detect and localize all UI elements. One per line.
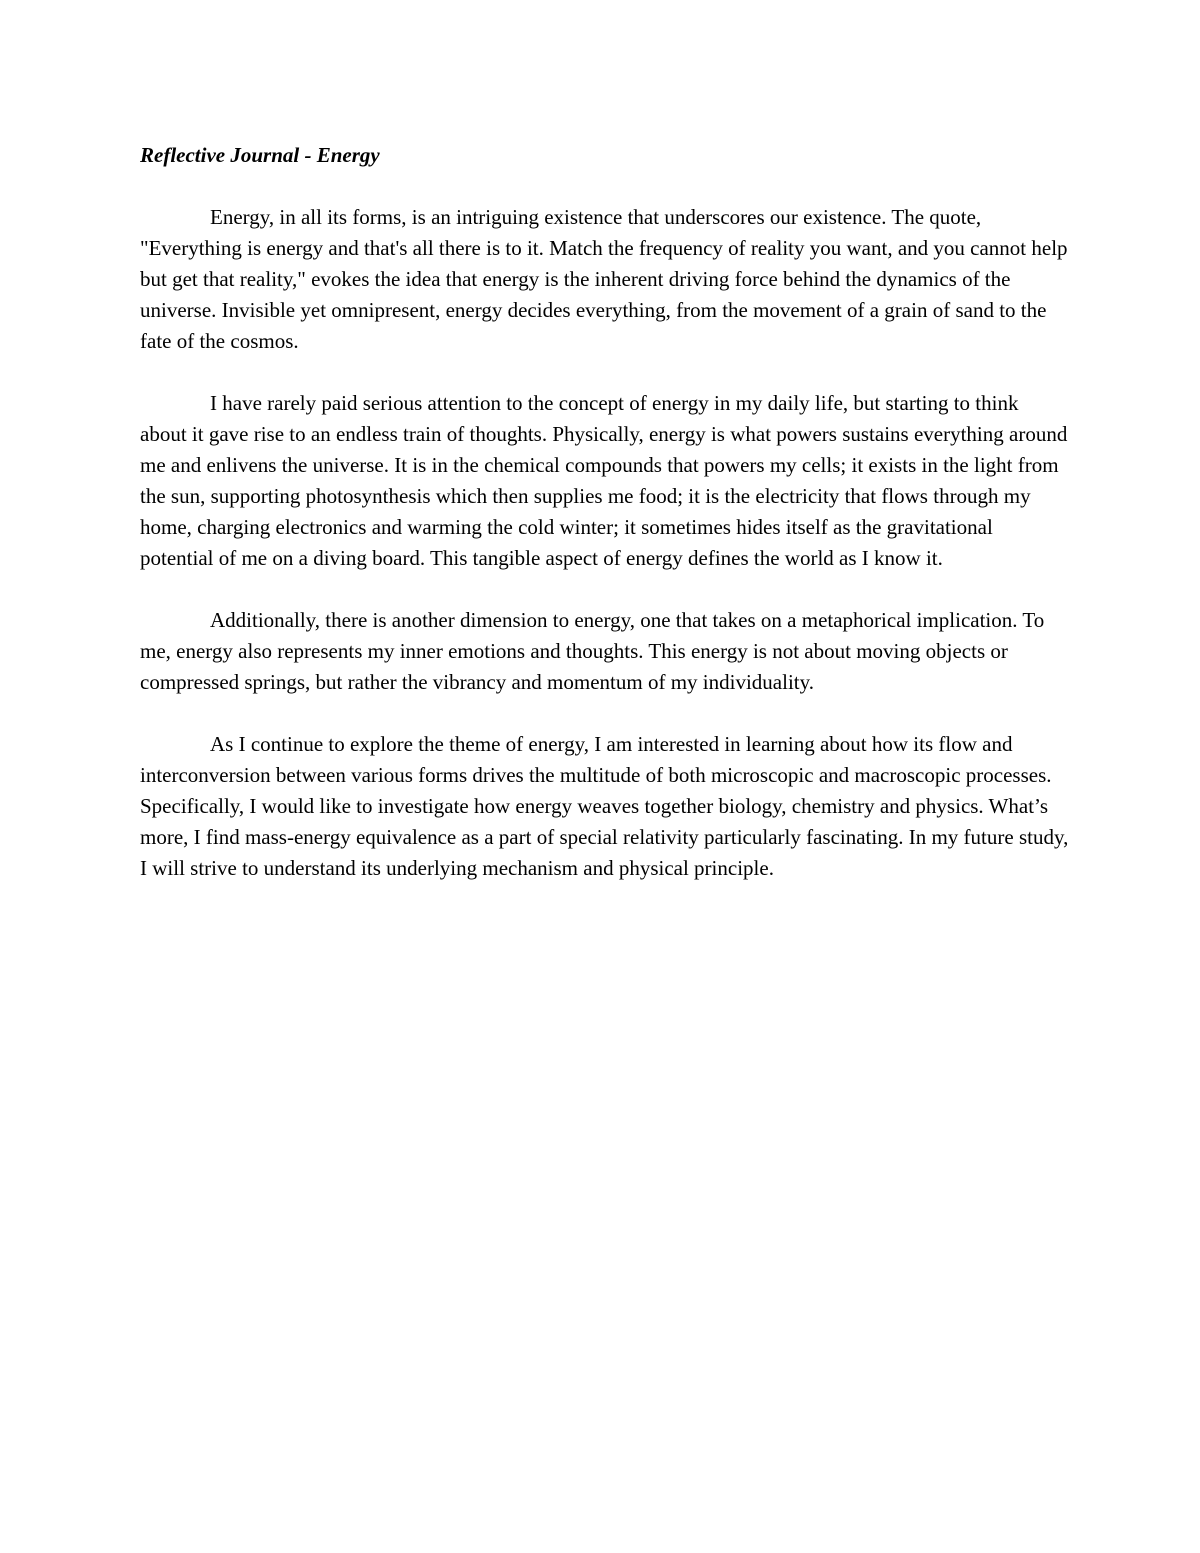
document-title: Reflective Journal - Energy xyxy=(140,143,380,167)
paragraph-3: Additionally, there is another dimension to energy, one that takes on a metaphorical implication. To me, energy also represents my inner emotions and thoughts. This energy is not about moving objects or compressed springs, but rather the vibrancy and momentum of my individuality. xyxy=(140,608,1045,694)
paragraph-4: As I continue to explore the theme of energy, I am interested in learning about how its flow and interconversion between various forms drives the multitude of both microscopic and macroscopic processes. Specifically, I would like to investigate how energy weaves together biology, chemistry and physics. What’s more, I find mass-energy equivalence as a part of special relativity particularly fascinating. In my future study, I will strive to understand its underlying mechanism and physical principle. xyxy=(140,732,1069,880)
paragraph-2: I have rarely paid serious attention to the concept of energy in my daily life, but starting to think about it gave rise to an endless train of thoughts. Physically, energy is what powers sustains everything around me and enlivens the universe. It is in the chemical compounds that powers my cells; it exists in the light from the sun, supporting photosynthesis which then supplies me food; it is the electricity that flows through my home, charging electronics and warming the cold winter; it sometimes hides itself as the gravitational potential of me on a diving board. This tangible aspect of energy defines the world as I know it. xyxy=(140,391,1068,570)
paragraph-1: Energy, in all its forms, is an intriguing existence that underscores our existence. The quote, "Everything is energy and that's all there is to it. Match the frequency of reality you want, and you cannot help but get that reality," evokes the idea that energy is the inherent driving force behind the dynamics of the universe. Invisible yet omnipresent, energy decides everything, from the movement of a grain of sand to the fate of the cosmos. xyxy=(140,205,1068,353)
document-body xyxy=(140,140,1070,884)
